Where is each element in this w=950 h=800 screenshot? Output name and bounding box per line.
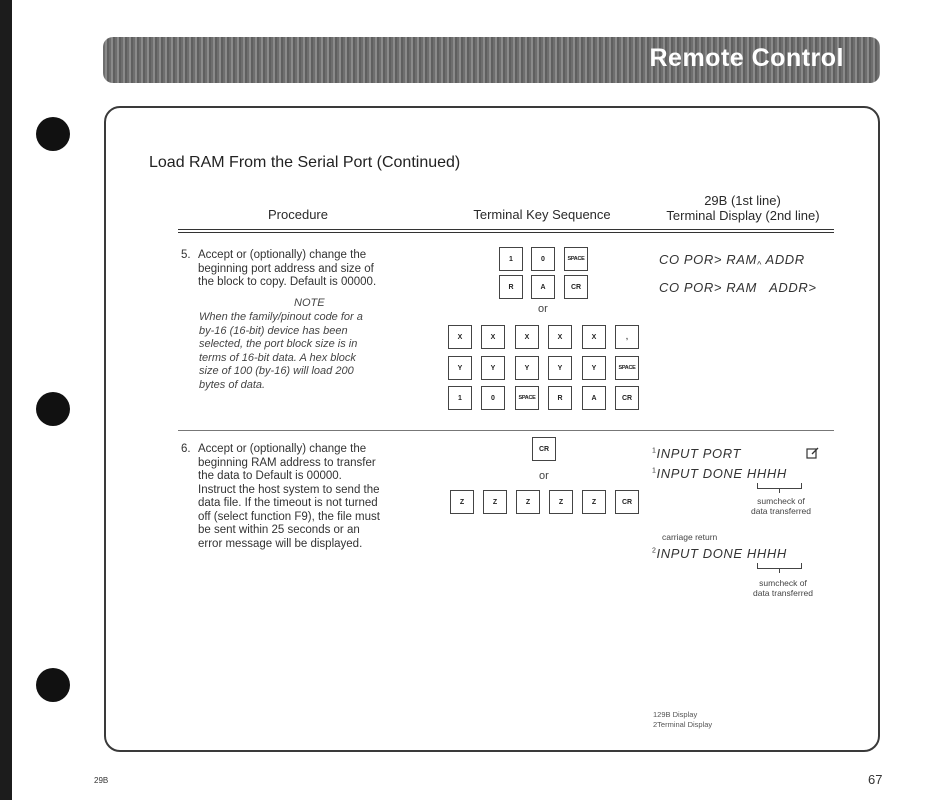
step5-note-line-6: bytes of data. [199,378,266,391]
footnotes [653,710,712,730]
sumcheck-bracket-tick-2 [779,569,780,573]
header-rule-top [178,229,834,230]
key-cap: Z [450,490,474,514]
step5-number: 5. [181,249,191,261]
key-cap: Y [481,356,505,380]
key-cap: CR [615,386,639,410]
step5-note-line-3: selected, the port block size is in [199,338,358,350]
step5-note [199,311,429,392]
key-cap: X [515,325,539,349]
column-header-display-line1: 29B (1st line) [704,193,781,208]
step5-or-label: or [538,303,548,315]
key-cap: , [615,325,639,349]
step5-note-line-4: terms of 16-bit data. A hex block [199,351,356,364]
step6-line-4: Instruct the host system to send the [198,483,380,496]
page-footer-left: 29B [94,776,109,785]
key-cap: A [582,386,606,410]
punch-hole-top [36,117,70,151]
key-cap: SPACE [515,386,539,410]
edit-icon [806,446,820,463]
key-cap: SPACE [564,247,588,271]
step5-note-line-1: When the family/pinout code for a [199,311,363,323]
step5-line-1: Accept or (optionally) change the [198,249,367,261]
step6-line-3: the data to Default is 00000. [198,470,342,482]
key-cap: R [548,386,572,410]
column-header-display-line2: Terminal Display (2nd line) [666,208,820,223]
step5-text [181,249,431,290]
key-cap: Y [548,356,572,380]
step5-display-b: CO POR> RAM ADDR> [659,280,817,295]
key-cap: R [499,275,523,299]
step6-line-1: Accept or (optionally) change the [198,443,367,455]
header-banner [103,37,880,83]
carriage-return-label: carriage return [662,532,718,542]
footnote-marker: 2 [652,547,657,555]
page-number: 67 [868,772,883,787]
step5-display-a-caret: ^ [756,259,762,270]
key-cap: Y [582,356,606,380]
footnote-1: 129B Display [653,710,698,719]
step6-line-8: error message will be displayed. [198,537,363,550]
input-port-text: INPUT PORT [656,446,741,461]
step6-line-7: be sent within 25 seconds or an [198,524,360,536]
key-cap: Y [448,356,472,380]
key-cap: Z [483,490,507,514]
punch-hole-middle [36,392,70,426]
key-cap: CR [615,490,639,514]
step6-display-input-done-2 [652,546,787,561]
key-cap: 1 [499,247,523,271]
binding-edge [0,0,12,800]
column-header-keys: Terminal Key Sequence [473,207,611,222]
step6-line-2: beginning RAM address to transfer [198,456,376,469]
key-cap: X [582,325,606,349]
key-cap: 0 [481,386,505,410]
key-cap: Z [549,490,573,514]
key-cap: Y [515,356,539,380]
step5-line-2: beginning port address and size of [198,262,374,275]
input-done-text: INPUT DONE HHHH [656,466,787,481]
step6-line-5: data file. If the timeout is not turned [198,497,378,509]
key-cap: SPACE [615,356,639,380]
key-cap: Z [516,490,540,514]
key-cap: CR [532,437,556,461]
step6-text [181,443,441,551]
key-cap: X [548,325,572,349]
key-cap: 0 [531,247,555,271]
step6-or-label: or [539,470,549,482]
punch-hole-bottom [36,668,70,702]
sumcheck-label: sumcheck of data transferred [750,496,811,516]
step5-note-heading: NOTE [294,297,325,309]
key-cap: Z [582,490,606,514]
step5-note-line-2: by-16 (16-bit) device has been [199,324,348,337]
footnote-marker: 1 [652,447,657,455]
key-cap: A [531,275,555,299]
step6-display-input-done [652,466,787,481]
section-title: Load RAM From the Serial Port (Continued) [149,154,461,171]
step5-display-a [659,252,805,270]
step6-number: 6. [181,443,191,455]
footnote-marker: 1 [652,467,657,475]
step6-display-input-port [652,446,741,461]
key-cap: X [448,325,472,349]
step5-display-a-suffix: ADDR [761,252,805,267]
sumcheck-bracket-tick [779,489,780,493]
step5-display-a-prefix: CO POR> RAM [659,252,757,267]
header-title: Remote Control [649,44,844,72]
step-divider [178,430,834,431]
input-done-text-2: INPUT DONE HHHH [656,546,787,561]
footnote-2: 2Terminal Display [653,720,713,729]
column-header-procedure: Procedure [268,207,328,222]
key-cap: 1 [448,386,472,410]
key-cap: X [481,325,505,349]
sumcheck-label-2: sumcheck of data transferred [752,578,813,598]
header-rule-bottom [178,232,834,233]
key-cap: CR [564,275,588,299]
step5-note-line-5: size of 100 (by-16) will load 200 [199,365,354,377]
step6-line-6: off (select function F9), the file must [198,510,380,523]
step5-line-3: the block to copy. Default is 00000. [198,276,377,288]
